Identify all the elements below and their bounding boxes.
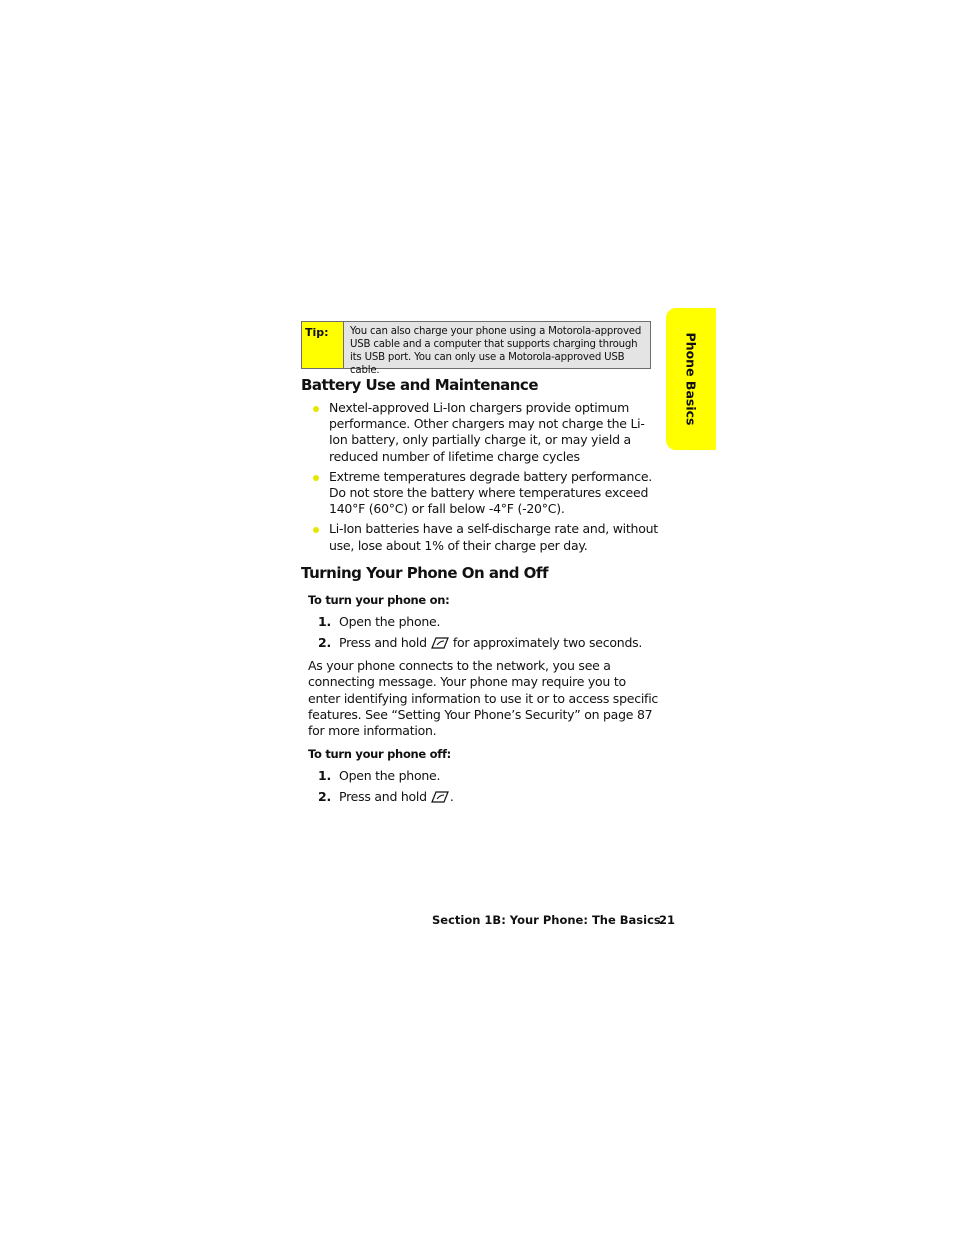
list-item <box>311 400 661 465</box>
step-item <box>318 614 658 630</box>
bullet-dot-icon <box>313 527 319 533</box>
side-tab-label: Phone Basics <box>683 332 699 426</box>
step-text: Press and hold <box>339 789 427 804</box>
bullet-dot-icon <box>313 406 319 412</box>
footer-page-number: 21 <box>659 913 676 927</box>
footer-section-title: Section 1B: Your Phone: The Basics <box>432 913 661 927</box>
step-item <box>318 789 658 805</box>
power-heading: Turning Your Phone On and Off <box>301 564 548 582</box>
tip-box <box>301 321 651 376</box>
section-side-tab <box>666 308 716 450</box>
tip-text: You can also charge your phone using a Motorola-approved USB cable and a computer that supports charging through its USB port. You can only use a Motorola-approved USB cable. <box>344 322 650 368</box>
step-text: Open the phone. <box>339 614 441 629</box>
turn-on-subhead: To turn your phone on: <box>308 593 450 607</box>
step-number: 2. <box>318 635 331 650</box>
tip-label: Tip: <box>302 322 344 368</box>
step-text-suffix: . <box>449 789 454 804</box>
battery-heading: Battery Use and Maintenance <box>301 376 538 394</box>
battery-bullet-list <box>311 400 661 558</box>
bullet-text: Nextel-approved Li-Ion chargers provide optimum performance. Other chargers may not charge the Li-Ion battery, only partially charge it, or may yield a reduced number of lifetime charge cycles <box>329 400 645 464</box>
list-item <box>311 469 661 518</box>
step-item <box>318 635 658 651</box>
list-item <box>311 521 661 553</box>
step-number: 2. <box>318 789 331 804</box>
end-key-icon <box>430 790 450 804</box>
bullet-text: Li-Ion batteries have a self-discharge rate and, without use, lose about 1% of their charge per day. <box>329 521 658 553</box>
step-item <box>318 768 658 784</box>
end-key-icon <box>430 636 450 650</box>
bullet-dot-icon <box>313 475 319 481</box>
connecting-paragraph: As your phone connects to the network, you see a connecting message. Your phone may require you to enter identifying information to use it or to access specific features. See “Setting Your Phone’s Security” on page 87 for more information. <box>308 658 659 739</box>
step-number: 1. <box>318 768 331 783</box>
turn-off-steps <box>318 768 658 810</box>
step-text-suffix: for approximately two seconds. <box>452 635 643 650</box>
bullet-text: Extreme temperatures degrade battery performance. Do not store the battery where temperatures exceed 140°F (60°C) or fall below -4°F (-20°C). <box>329 468 652 517</box>
step-text: Press and hold <box>339 635 427 650</box>
step-text: Open the phone. <box>339 768 441 783</box>
turn-on-steps <box>318 614 658 656</box>
step-number: 1. <box>318 614 331 629</box>
turn-off-subhead: To turn your phone off: <box>308 747 451 761</box>
